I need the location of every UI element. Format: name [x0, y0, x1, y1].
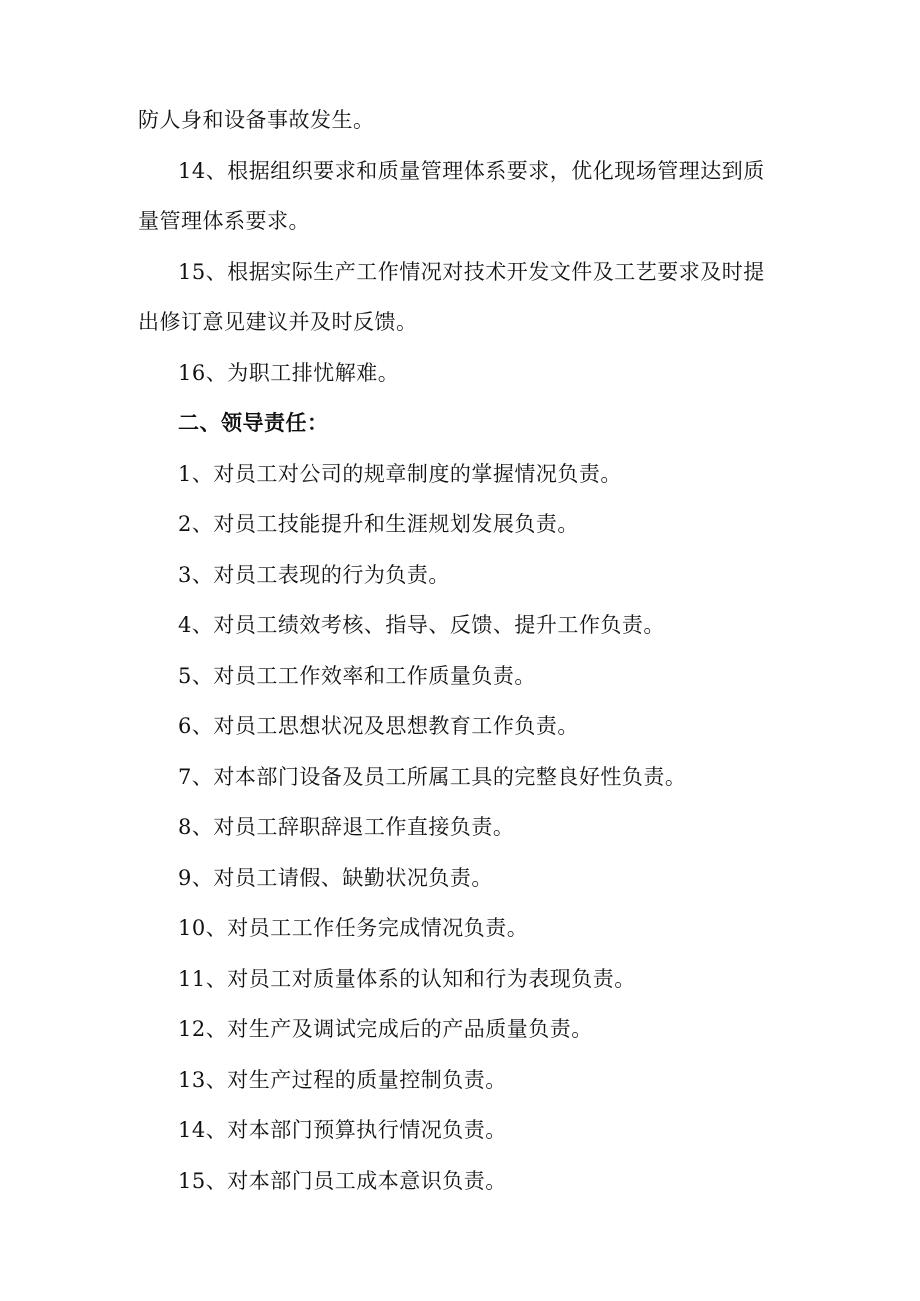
list-item: 9、对员工请假、缺勤状况负责。	[178, 865, 493, 890]
list-item: 10、对员工工作任务完成情况负责。	[178, 916, 529, 940]
item-16-line-1: 16、为职工排忧解难。	[178, 360, 400, 385]
list-item: 2、对员工技能提升和生涯规划发展负责。	[178, 512, 579, 536]
list-item: 7、对本部门设备及员工所属工具的完整良好性负责。	[178, 764, 687, 789]
list-item: 3、对员工表现的行为负责。	[178, 562, 450, 587]
item-15-line-1: 15、根据实际生产工作情况对技术开发文件及工艺要求及时提	[178, 259, 765, 284]
continuation-line: 防人身和设备事故发生。	[138, 108, 375, 132]
item-14-line-2: 量管理体系要求。	[138, 209, 310, 233]
item-15-line-2: 出修订意见建议并及时反馈。	[138, 310, 418, 334]
document-body	[138, 95, 778, 1206]
list-item: 5、对员工工作效率和工作质量负责。	[178, 663, 536, 688]
list-item: 15、对本部门员工成本意识负责。	[178, 1168, 507, 1193]
list-item: 1、对员工对公司的规章制度的掌握情况负责。	[178, 461, 622, 486]
list-item: 8、对员工辞职辞退工作直接负责。	[178, 815, 515, 839]
section-heading: 二、领导责任：	[178, 410, 329, 435]
list-item: 4、对员工绩效考核、指导、反馈、提升工作负责。	[178, 613, 665, 637]
list-item: 11、对员工对质量体系的认知和行为表现负责。	[178, 966, 636, 991]
list-item: 14、对本部门预算执行情况负责。	[178, 1118, 507, 1142]
list-item: 6、对员工思想状况及思想教育工作负责。	[178, 714, 579, 738]
list-item: 12、对生产及调试完成后的产品质量负责。	[178, 1017, 593, 1041]
item-14-line-1: 14、根据组织要求和质量管理体系要求，优化现场管理达到质	[178, 158, 765, 183]
list-item: 13、对生产过程的质量控制负责。	[178, 1067, 507, 1092]
